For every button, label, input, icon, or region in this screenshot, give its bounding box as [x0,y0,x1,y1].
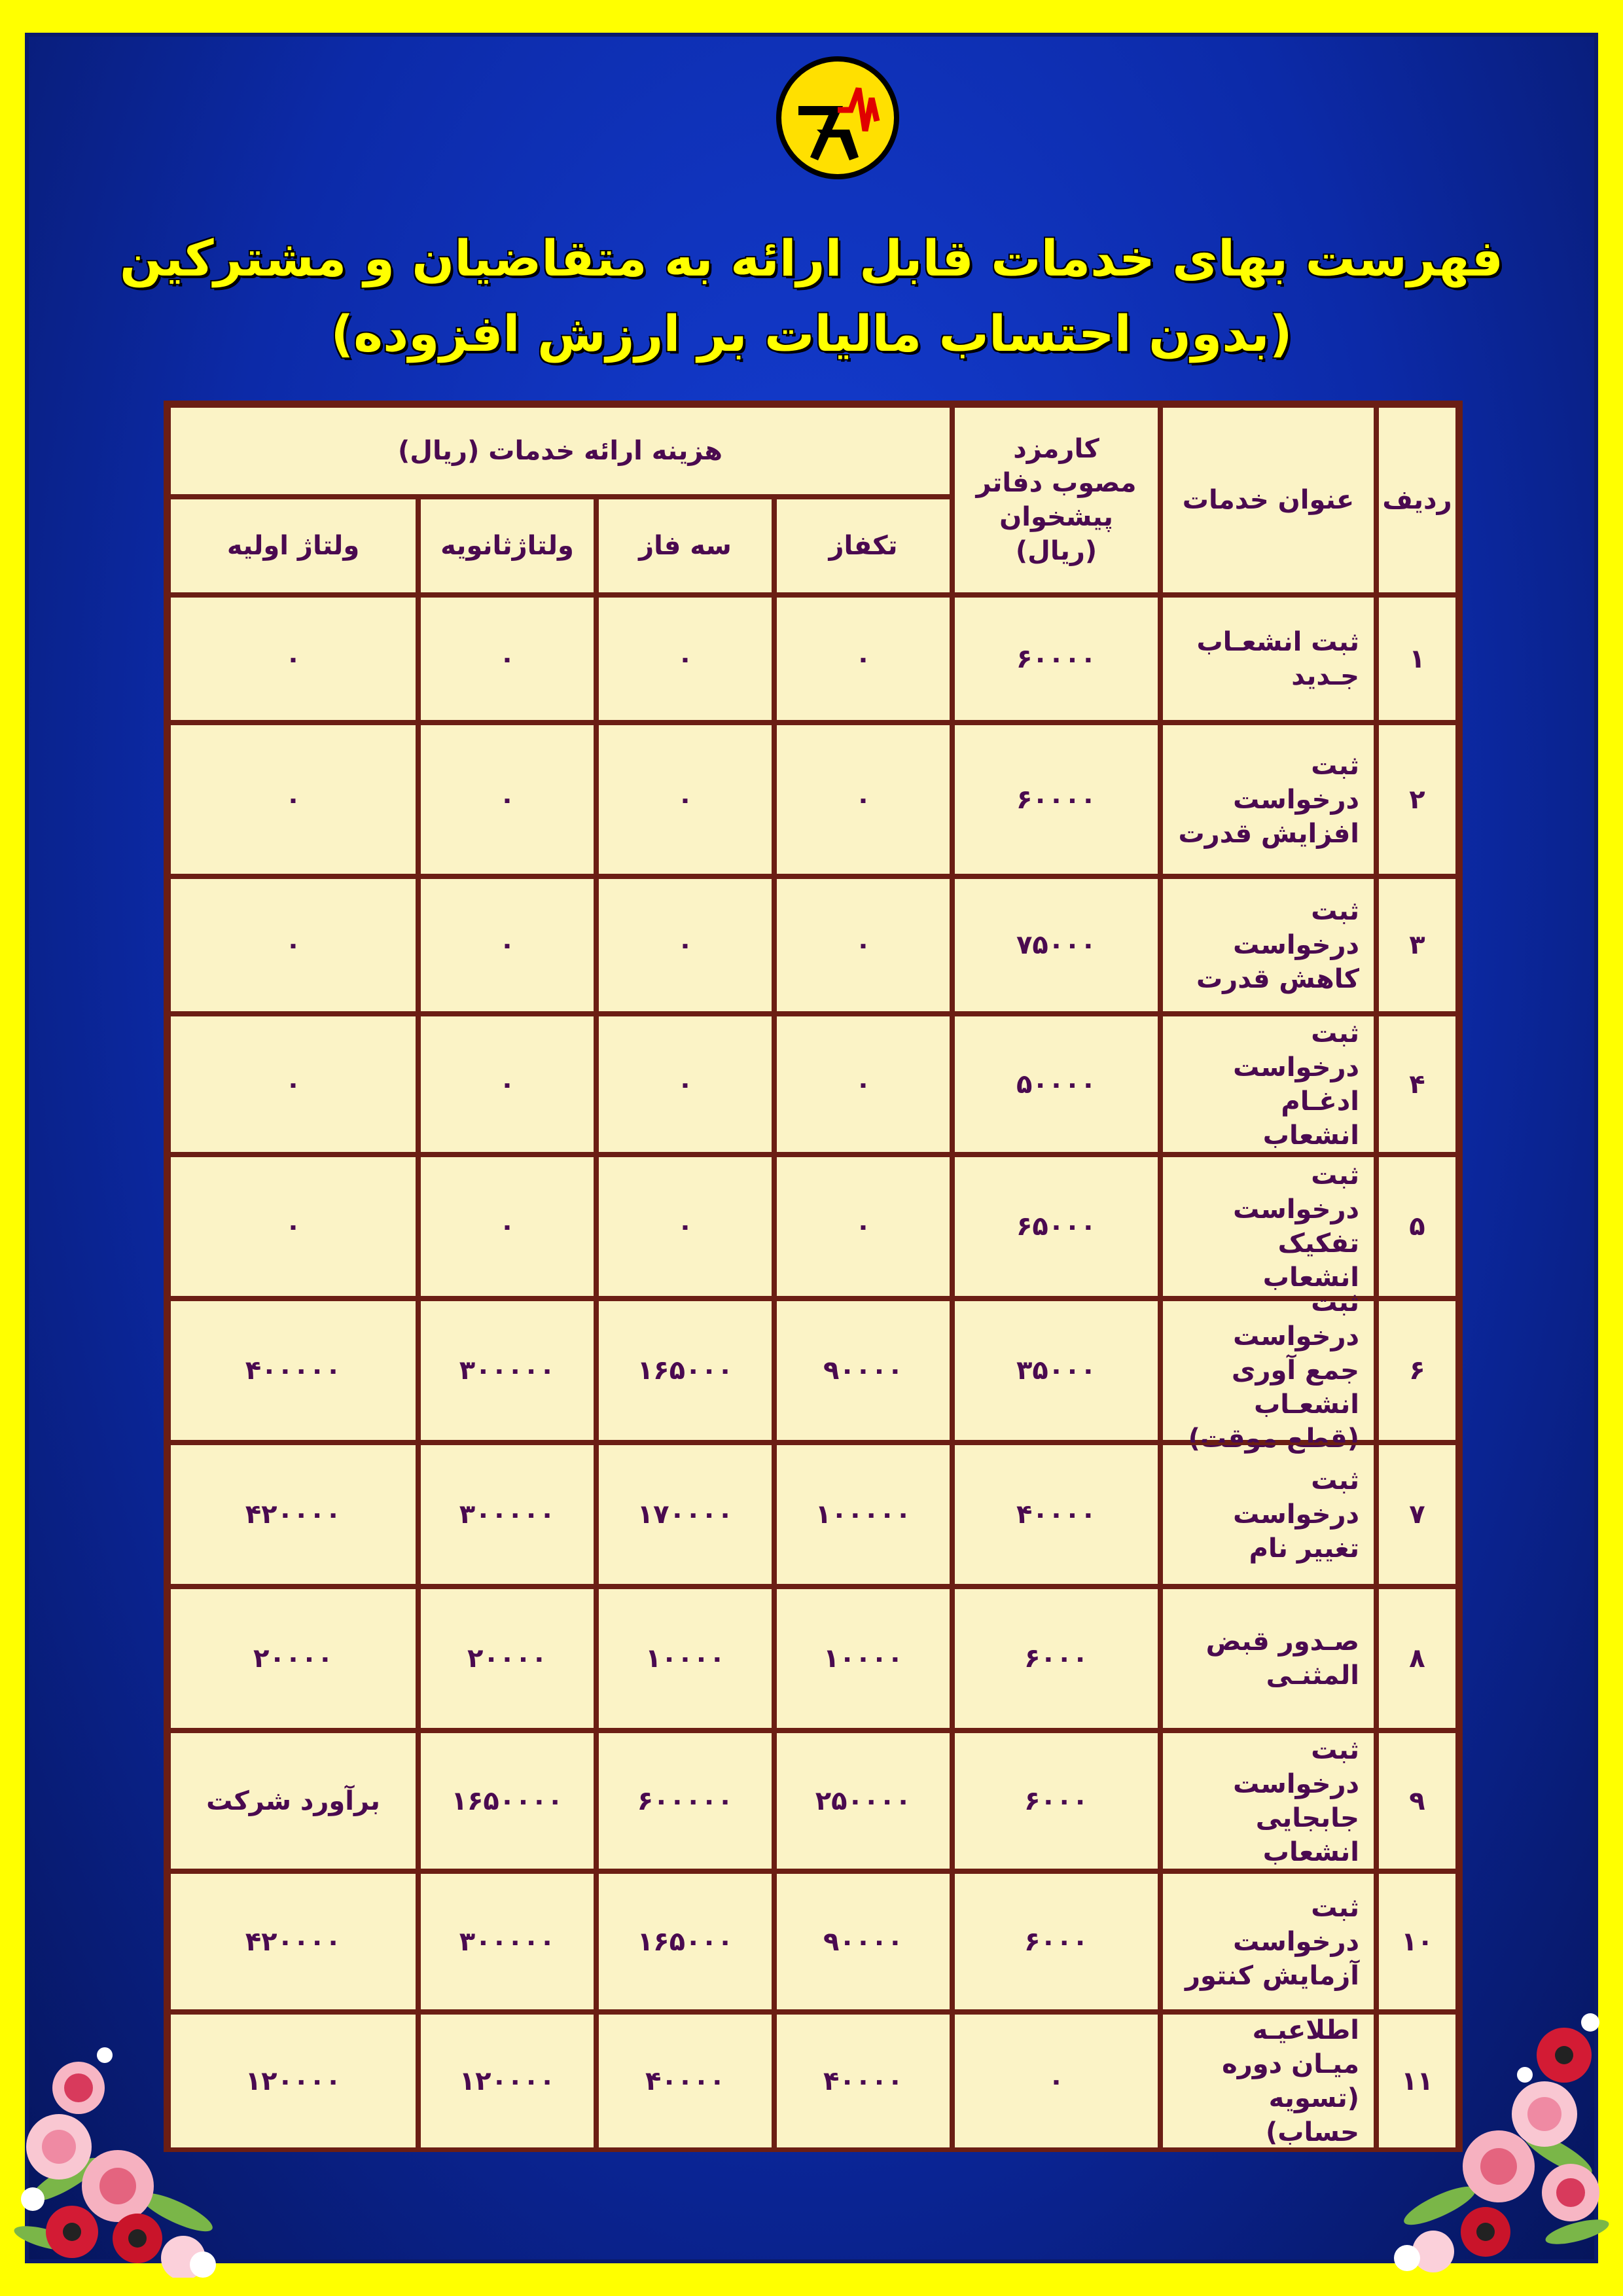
table-cell-secondary: ۰ [418,1014,596,1155]
table-cell-secondary: ۳۰۰۰۰۰ [418,1299,596,1443]
table-cell-single: ۰ [774,876,952,1014]
table-cell-secondary: ۰ [418,876,596,1014]
table-cell-fee: ۶۰۰۰۰ [952,723,1160,876]
table-cell-primary: ۰ [168,1014,418,1155]
page-title: فهرست بهای خدمات قابل ارائه به متقاضیان و مشترکین [119,229,1504,287]
table-row-service: ثبت انشعـاب جـدید [1160,595,1376,723]
table-cell-fee: ۶۰۰۰ [952,1871,1160,2012]
table-row-service: ثبت درخواست تفکیک انشعاب [1160,1155,1376,1299]
table-cell-single: ۰ [774,595,952,723]
table-cell-three: ۱۶۵۰۰۰ [596,1299,774,1443]
table-cell-primary: ۰ [168,723,418,876]
table-cell-secondary: ۳۰۰۰۰۰ [418,1871,596,2012]
table-cell-single: ۰ [774,1155,952,1299]
table-cell-three: ۰ [596,595,774,723]
table-row-service: ثبت درخواست افزایش قدرت [1160,723,1376,876]
table-row-number: ۱۰ [1376,1871,1458,2012]
table-row-service: صـدور قبض المثنـی [1160,1587,1376,1731]
table-cell-three: ۱۷۰۰۰۰ [596,1443,774,1587]
table-cell-three: ۰ [596,876,774,1014]
table-row-service: اطلاعیـه میـان دوره (تسویه حساب) [1160,2012,1376,2150]
table-row-service: ثبت درخواست کاهش قدرت [1160,876,1376,1014]
table-cell-fee: ۷۵۰۰۰ [952,876,1160,1014]
table-row-service: ثبت درخواست جابجایی انشعاب [1160,1731,1376,1871]
price-table [164,401,1463,2152]
table-cell-single: ۲۵۰۰۰۰ [774,1731,952,1871]
table-row-service: ثبت درخواست ادغـام انشعاب [1160,1014,1376,1155]
table-row-number: ۱ [1376,595,1458,723]
table-cell-secondary: ۰ [418,595,596,723]
flower-bouquet-left-icon [7,2016,255,2278]
header-cost-group: هزینه ارائه خدمات (ریال) [168,405,952,497]
table-cell-primary: ۲۰۰۰۰ [168,1587,418,1731]
table-row-number: ۲ [1376,723,1458,876]
table-cell-three: ۱۰۰۰۰ [596,1587,774,1731]
table-cell-primary: ۴۰۰۰۰۰ [168,1299,418,1443]
table-cell-fee: ۴۰۰۰۰ [952,1443,1160,1587]
table-cell-single: ۱۰۰۰۰ [774,1587,952,1731]
table-row-number: ۹ [1376,1731,1458,1871]
table-cell-primary: برآورد شرکت [168,1731,418,1871]
table-cell-three: ۱۶۵۰۰۰ [596,1871,774,2012]
header-single-phase: تکفاز [774,497,952,595]
table-row-number: ۴ [1376,1014,1458,1155]
table-cell-three: ۴۰۰۰۰ [596,2012,774,2150]
table-row-number: ۵ [1376,1155,1458,1299]
table-cell-fee: ۰ [952,2012,1160,2150]
table-row-service: ثبت درخواست آزمایش کنتور [1160,1871,1376,2012]
table-cell-secondary: ۰ [418,723,596,876]
flower-bouquet-right-icon [1368,1996,1616,2278]
table-row-number: ۷ [1376,1443,1458,1587]
header-primary-voltage: ولتاژ اولیه [168,497,418,595]
header-three-phase: سه فاز [596,497,774,595]
table-cell-primary: ۰ [168,876,418,1014]
table-cell-three: ۰ [596,1014,774,1155]
table-cell-primary: ۴۲۰۰۰۰ [168,1871,418,2012]
table-cell-single: ۴۰۰۰۰ [774,2012,952,2150]
table-cell-primary: ۴۲۰۰۰۰ [168,1443,418,1587]
power-company-logo-icon [772,52,903,183]
header-fee: کارمزد مصوب دفاتر پیشخوان (ریال) [952,405,1160,595]
table-cell-single: ۰ [774,1014,952,1155]
table-cell-secondary: ۱۲۰۰۰۰ [418,2012,596,2150]
table-cell-three: ۶۰۰۰۰۰ [596,1731,774,1871]
table-row-number: ۸ [1376,1587,1458,1731]
table-cell-secondary: ۲۰۰۰۰ [418,1587,596,1731]
header-row-no: ردیف [1376,405,1458,595]
table-cell-single: ۹۰۰۰۰ [774,1871,952,2012]
table-cell-fee: ۵۰۰۰۰ [952,1014,1160,1155]
table-cell-fee: ۶۰۰۰ [952,1731,1160,1871]
table-cell-secondary: ۰ [418,1155,596,1299]
table-row-service: ثبت درخواست جمع آوری انشعـاب (قطع موقت) [1160,1299,1376,1443]
header-secondary-voltage: ولتاژثانویه [418,497,596,595]
table-cell-fee: ۶۰۰۰۰ [952,595,1160,723]
table-cell-fee: ۶۵۰۰۰ [952,1155,1160,1299]
table-cell-fee: ۳۵۰۰۰ [952,1299,1160,1443]
table-cell-secondary: ۱۶۵۰۰۰۰ [418,1731,596,1871]
table-row-number: ۳ [1376,876,1458,1014]
table-cell-secondary: ۳۰۰۰۰۰ [418,1443,596,1587]
table-cell-primary: ۰ [168,595,418,723]
table-cell-primary: ۰ [168,1155,418,1299]
table-cell-primary: ۱۲۰۰۰۰ [168,2012,418,2150]
table-cell-three: ۰ [596,1155,774,1299]
table-cell-single: ۰ [774,723,952,876]
table-row-service: ثبت درخواست تغییر نام [1160,1443,1376,1587]
table-row-number: ۶ [1376,1299,1458,1443]
page-subtitle: (بدون احتساب مالیات بر ارزش افزوده) [330,304,1293,363]
table-cell-single: ۹۰۰۰۰ [774,1299,952,1443]
table-cell-single: ۱۰۰۰۰۰ [774,1443,952,1587]
table-cell-fee: ۶۰۰۰ [952,1587,1160,1731]
table-row-number: ۱۱ [1376,2012,1458,2150]
header-service: عنوان خدمات [1160,405,1376,595]
table-cell-three: ۰ [596,723,774,876]
